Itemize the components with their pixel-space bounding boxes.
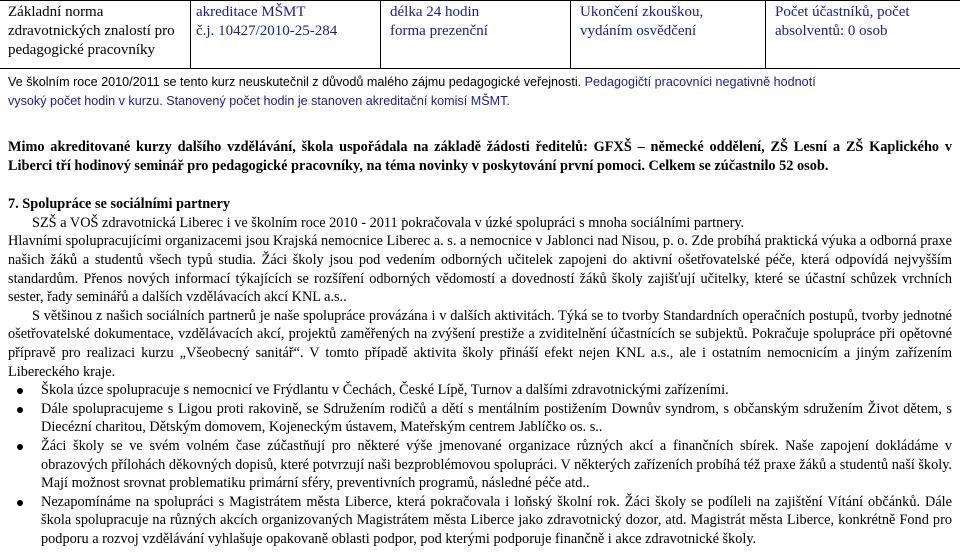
partner-list — [8, 381, 952, 548]
note-text-black: Ve školním roce 2010/2011 se tento kurz neuskutečnil z důvodů malého zájmu pedagogické veřejnosti. — [8, 75, 582, 89]
body-paragraph: S většinou z našich sociálních partnerů je naše spolupráce provázána i v dalších aktivitách. Týká se to tvorby Standardních operačních postupů, tvorby jednotné ošetřovatelské dokumentace, vzdělávacích akcí, projektů zaměřených na zvýšení prestiže a zviditelnění účastnících se subjektů. Pokračuje spolupráce při opětovné přípravě pro realizaci kurzu „Všeobecný sanitář“. V tomto případě aktivita školy přináší efekt nejen KNL a.s., ale i ostatním nemocnicím a jiným zařízením Libereckého kraje. — [8, 307, 952, 380]
table-divider — [190, 1, 191, 69]
table-divider — [765, 1, 766, 69]
list-item — [41, 437, 952, 493]
course-note — [8, 73, 952, 111]
course-name-line: pedagogické pracovníky — [8, 42, 156, 58]
list-item — [41, 400, 952, 437]
list-item-text: Škola úzce spolupracuje s nemocnicí ve Frýdlantu v Čechách, České Lípě, Turnov a dalšími zdravotnickými zařízeními. — [41, 382, 729, 399]
bullet-icon — [17, 444, 23, 450]
note-line-2: vysoký počet hodin v kurzu. Stanovený počet hodin je stanoven akreditační komisí MŠMT. — [8, 94, 510, 108]
table-divider — [380, 1, 381, 69]
course-name-cell — [8, 1, 188, 69]
note-text-blue: Pedagogičtí pracovníci negativně hodnotí — [581, 75, 816, 89]
seminar-paragraph: Mimo akreditované kurzy dalšího vzdělávání, škola uspořádala na základě žádosti ředitelů: GFXŠ – německé oddělení, ZŠ Lesní a ZŠ Kaplického v Liberci tří hodinový seminář pro pedagogické pracovníky, na téma novinky v poskytování první pomoci. Celkem se zúčastnilo 52 osob. — [8, 139, 952, 174]
accreditation-cell — [196, 1, 366, 69]
completion-cell — [580, 1, 750, 69]
list-item-text: Žáci školy se ve svém volném čase zúčastňují pro některé výše jmenované organizace různých akcí a finančních sbírek. Naše zapojení dokládáme v obrazových přílohách děkovných dopisů, které potvrzují naši bezproblémovou spolupráci. V některých zařízeních probíhá též praxe žáků a studentů naší školy. Mají možnost srovnat problematiku primární sféry, preventivních programů, následné péče atd.. — [41, 437, 952, 492]
accreditation-line: č.j. 10427/2010-25-284 — [196, 23, 338, 39]
table-divider — [570, 1, 571, 69]
bullet-icon — [17, 500, 23, 506]
note-line-1 — [8, 73, 952, 92]
course-name-line: zdravotnických znalostí pro — [8, 23, 175, 39]
list-item — [41, 493, 952, 549]
document-body — [8, 138, 952, 548]
bullet-icon — [17, 407, 23, 413]
bullet-icon — [17, 388, 23, 394]
body-paragraph: Hlavními spolupracujícími organizacemi jsou Krajská nemocnice Liberec a. s. a nemocnice v Jablonci nad Nisou, p. o. Zde probíhá praktická výuka a odborná praxe našich žáků a studentů všech typů studia. Žáci školy jsou pod vedením odborných učitelek zapojeni do aktivní ošetřovatelské péče, která odpovídá nejvyšším standardům. Přenos nových informací týkajících se rozšíření odborných vědomostí a dovedností žáků školy zajišťují učitelky, které se účastní schůzek vrchních sester, řady seminářů a dalších vzdělávacích akcí KNL a.s.. — [8, 233, 952, 306]
table-bottom-border — [0, 68, 960, 69]
participants-cell — [775, 1, 960, 69]
list-item-text: Nezapomínáme na spolupráci s Magistrátem města Liberce, která pokračovala i loňský školní rok. Žáci školy se podíleli na zajištění Vítání občánků. Dále škola spolupracuje na různých akcích organizovaných Magistrátem města Liberce jako zdravotnický dozor, atd. Magistrát města Liberce, konkrétně Fond pro podporu a rozvoj vzdělávání vyhlašuje opakovaně oblasti podpor, pod kterými podporuje finančně i akce zdravotnické školy. — [41, 493, 952, 547]
accreditation-line: akreditace MŠMT — [196, 4, 306, 20]
participants-line: Počet účastníků, počet — [775, 4, 910, 20]
duration-cell — [390, 1, 560, 69]
list-item — [41, 381, 952, 400]
list-item-text: Dále spolupracujeme s Ligou proti rakovině, se Sdružením rodičů a dětí s mentálním postižením Downův syndrom, s občanským sdružením Život dětem, s Diecézní charitou, Dětským domovem, Kojeneckým ústavem, Mateřským centrem Jablíčko os. s.. — [41, 400, 952, 436]
duration-line: délka 24 hodin — [390, 4, 480, 20]
section-heading: 7. Spolupráce se sociálními partnery — [8, 196, 230, 213]
participants-line: absolventů: 0 osob — [775, 23, 888, 39]
body-paragraph: SZŠ a VOŠ zdravotnická Liberec i ve školním roce 2010 - 2011 pokračovala v úzké spolupráci s mnoha sociálními partnery. — [32, 214, 745, 231]
course-name-line: Základní norma — [8, 4, 104, 20]
duration-line: forma prezenční — [390, 23, 488, 39]
completion-line: vydáním osvědčení — [580, 23, 697, 39]
course-info-table — [0, 0, 960, 69]
completion-line: Ukončení zkouškou, — [580, 4, 704, 20]
